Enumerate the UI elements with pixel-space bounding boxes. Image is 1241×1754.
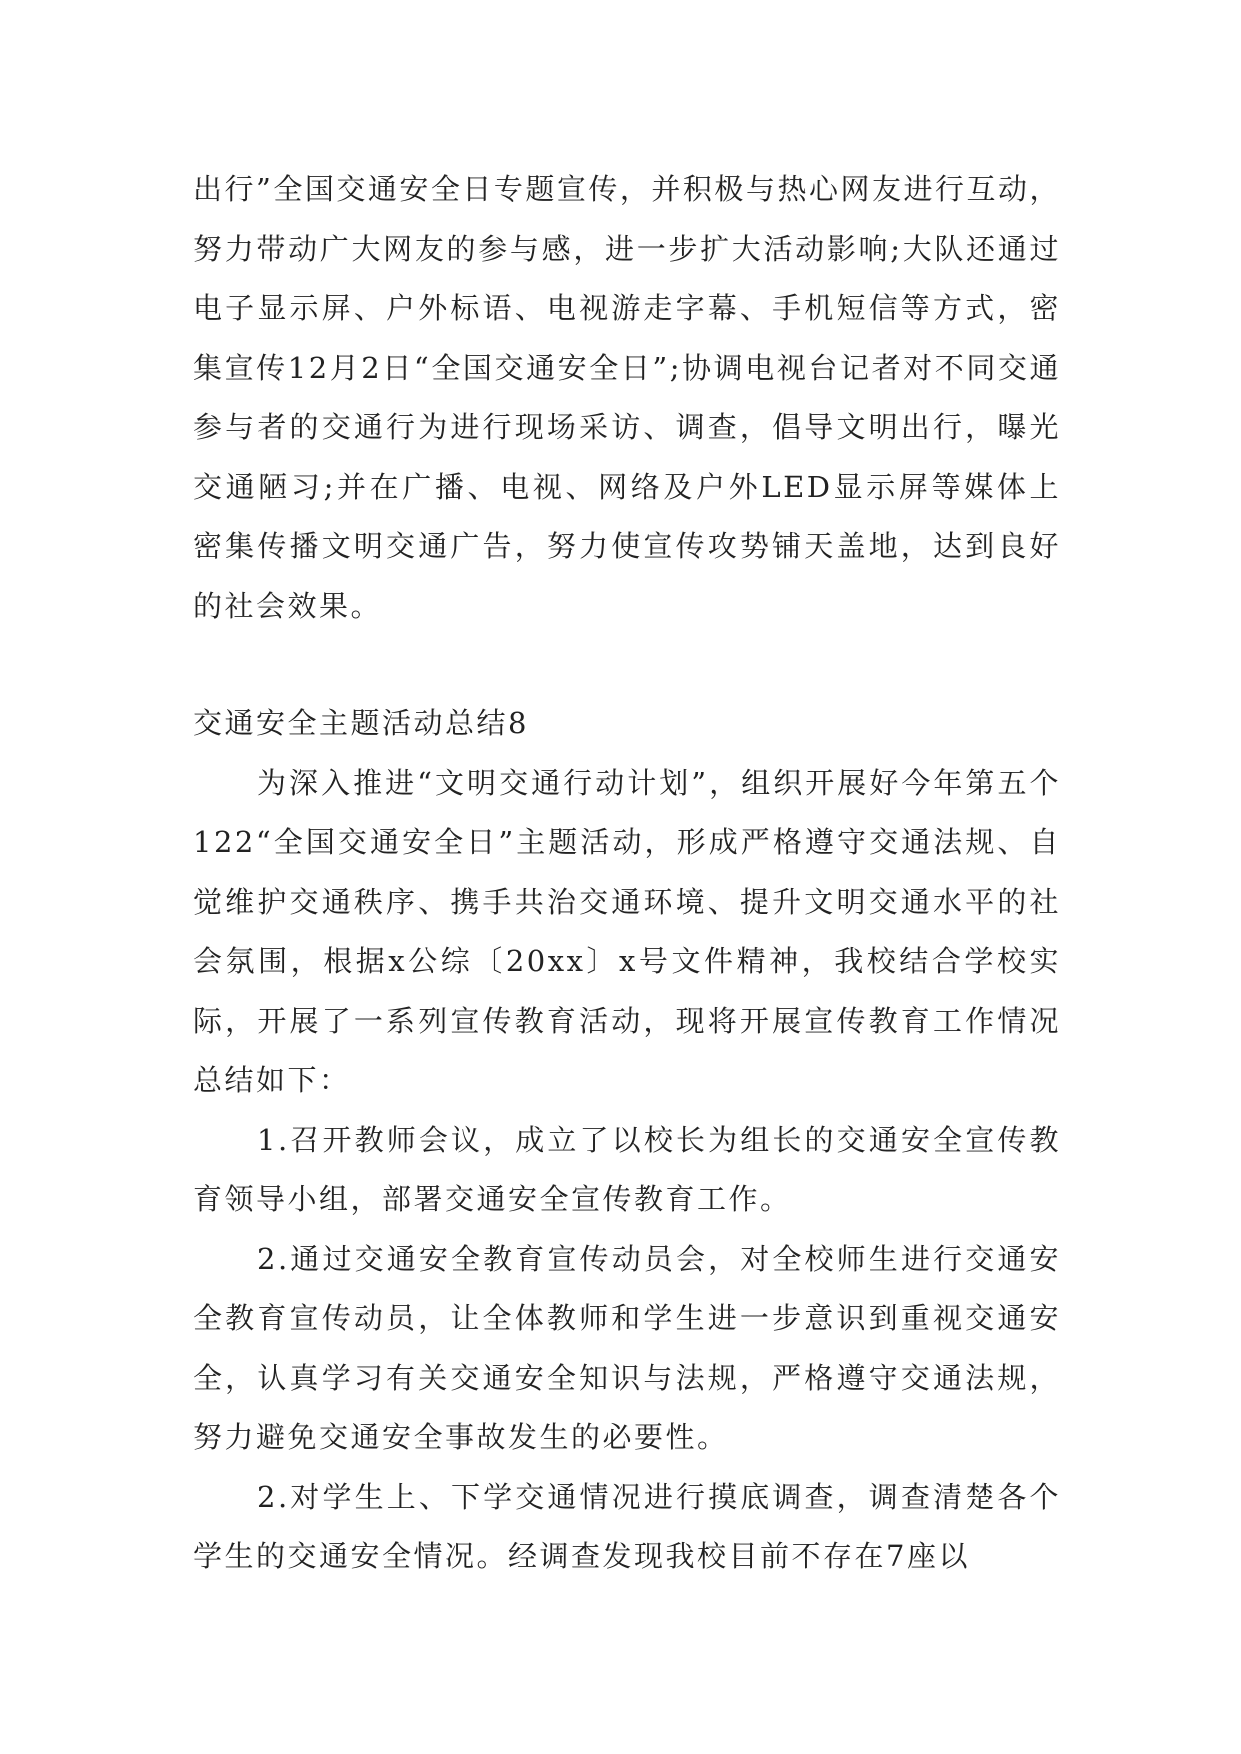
- section-paragraph-item-3: 2.对学生上、下学交通情况进行摸底调查，调查清楚各个学生的交通安全情况。经调查发现我校目前不存在7座以: [193, 1479, 1061, 1573]
- section-paragraph-item-2: 2.通过交通安全教育宣传动员会，对全校师生进行交通安全教育宣传动员，让全体教师和学生进一步意识到重视交通安全，认真学习有关交通安全知识与法规，严格遵守交通法规，努力避免交通安全事故发生的必要性。: [193, 1241, 1061, 1454]
- section-paragraph-item-1: 1.召开教师会议，成立了以校长为组长的交通安全宣传教育领导小组，部署交通安全宣传教育工作。: [193, 1122, 1061, 1216]
- document-body: [193, 160, 1061, 1587]
- section-paragraph-intro: 为深入推进“文明交通行动计划”，组织开展好今年第五个122“全国交通安全日”主题活动，形成严格遵守交通法规、自觉维护交通秩序、携手共治交通环境、提升文明交通水平的社会氛围，根据x公综〔20xx〕x号文件精神，我校结合学校实际，开展了一系列宣传教育活动，现将开展宣传教育工作情况总结如下：: [193, 765, 1061, 1097]
- intro-paragraph: 出行”全国交通安全日专题宣传，并积极与热心网友进行互动，努力带动广大网友的参与感，进一步扩大活动影响;大队还通过电子显示屏、户外标语、电视游走字幕、手机短信等方式，密集宣传12月2日“全国交通安全日”;协调电视台记者对不同交通参与者的交通行为进行现场采访、调查，倡导文明出行，曝光交通陋习;并在广播、电视、网络及户外LED显示屏等媒体上密集传播文明交通广告，努力使宣传攻势铺天盖地，达到良好的社会效果。: [193, 172, 1061, 623]
- section-title: 交通安全主题活动总结8: [193, 706, 529, 740]
